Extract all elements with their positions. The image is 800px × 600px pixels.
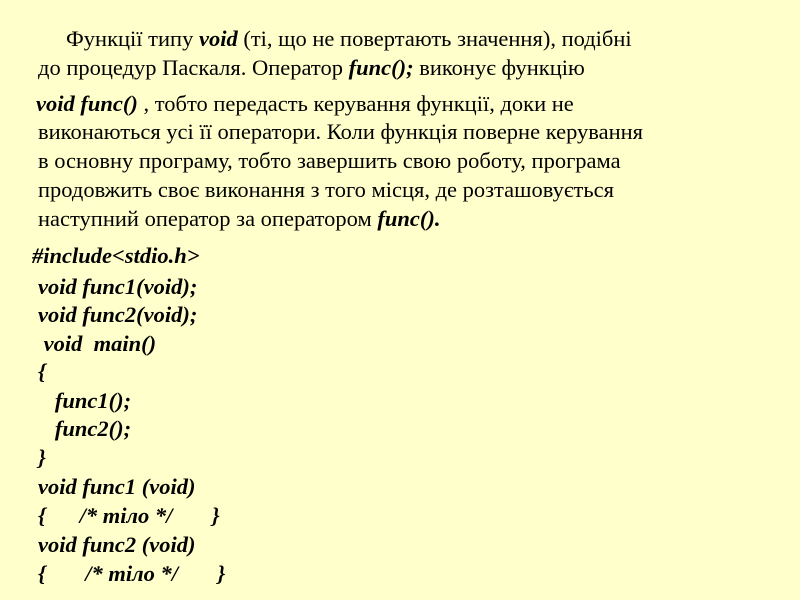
keyword-func-ref: func(). (377, 206, 441, 231)
paragraph1-line1-text: Функції типу (66, 26, 199, 51)
code-line-10: { /* тіло */ } (38, 503, 220, 528)
code-line-7: func2(); (38, 416, 132, 441)
code-line-5: { (38, 359, 46, 384)
keyword-void: void (198, 26, 238, 51)
paragraph2-line5 (38, 203, 440, 234)
code-line-8: } (38, 445, 46, 470)
keyword-func-call: func(); (348, 55, 414, 80)
code-line-9: void func1 (void) (38, 474, 196, 499)
paragraph2-line1 (36, 88, 574, 119)
paragraph1-line2-text: до процедур Паскаля. Оператор (38, 55, 349, 80)
paragraph2-line2: виконаються усі її оператори. Коли функція поверне керування (38, 119, 644, 144)
paragraph1-line1-text-end: (ті, що не повертають значення), подібні (237, 26, 632, 51)
paragraph2-line4: продовжить своє виконання з того місця, де розташовується (38, 177, 614, 202)
code-line-2: void func1(void); (38, 274, 198, 299)
paragraph1-line1 (66, 23, 632, 54)
code-line-4: void main() (38, 331, 157, 356)
paragraph2-line5-text: наступний оператор за оператором (38, 206, 378, 231)
keyword-void-func: void func() (36, 91, 138, 116)
code-line-6: func1(); (38, 388, 132, 413)
paragraph2-line1-text: , тобто передасть керування функції, доки не (137, 91, 574, 116)
code-line-3: void func2(void); (38, 302, 198, 327)
paragraph2-line3: в основну програму, тобто завершить свою роботу, програма (38, 148, 621, 173)
code-line-11: void func2 (void) (38, 532, 196, 557)
paragraph1-line2-text-end: виконує функцію (413, 55, 585, 80)
paragraph1-line2 (38, 52, 585, 83)
code-line-1: #include<stdio.h> (32, 243, 200, 268)
code-line-12: { /* тіло */ } (38, 561, 226, 586)
